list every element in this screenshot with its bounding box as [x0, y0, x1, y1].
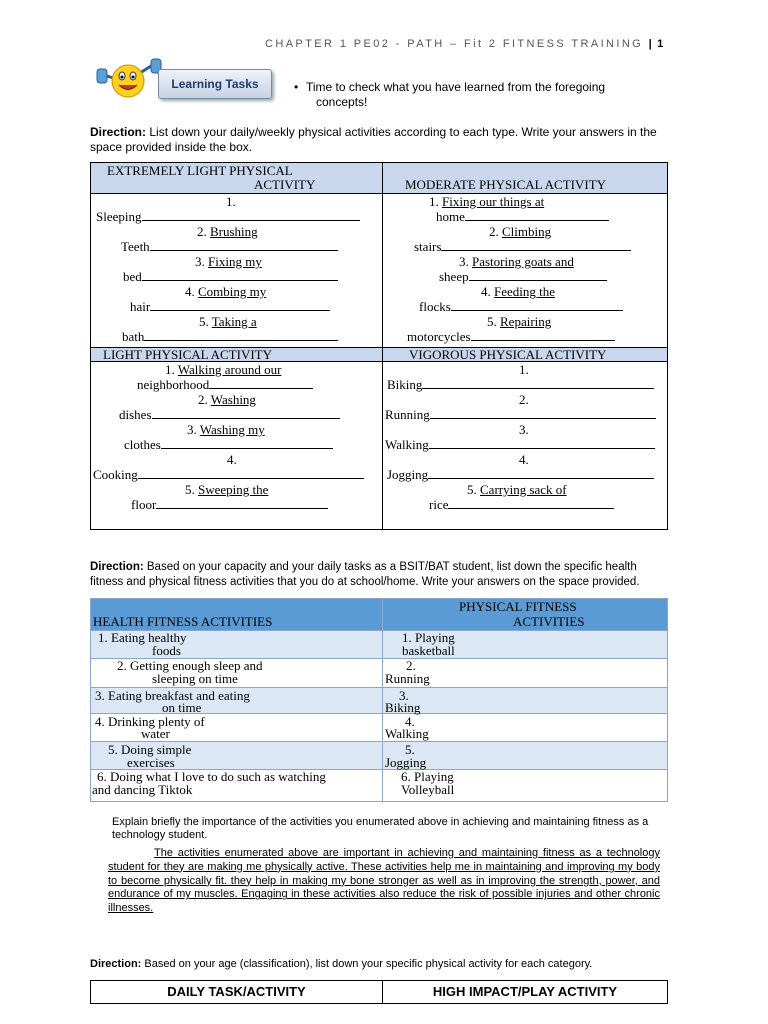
list-item: Running	[385, 407, 656, 422]
list-item: bath	[122, 329, 338, 344]
header-title: CHAPTER 1 PE02 - PATH – Fit 2 FITNESS TRAINING	[265, 38, 644, 50]
page-header	[265, 38, 663, 50]
list-item: dishes	[119, 407, 340, 422]
list-item: hair	[130, 299, 330, 314]
learning-tasks-badge	[158, 69, 272, 99]
list-item: Cooking	[93, 467, 364, 482]
list-item: motorcycles	[407, 329, 615, 344]
table-cell: 1. Playing	[402, 630, 455, 645]
age-activity-table	[90, 980, 668, 1004]
list-item: 5. Repairing	[487, 314, 552, 329]
list-item: 2.	[519, 392, 529, 407]
table-cell: 2. Getting enough sleep and	[117, 658, 263, 673]
header-daily-task: DAILY TASK/ACTIVITY	[167, 984, 306, 999]
list-item: Walking	[385, 437, 655, 452]
table-cell: basketball	[402, 643, 455, 658]
list-item: 4.	[519, 452, 529, 467]
list-item: 2. Brushing	[197, 224, 258, 239]
table-cell: 4.	[405, 714, 415, 729]
direction-1	[90, 125, 680, 155]
list-item: 3. Fixing my	[195, 254, 262, 269]
list-item: Sleeping	[96, 209, 360, 224]
header-physical: PHYSICAL FITNESS	[459, 599, 577, 614]
header-extremely-light-2: ACTIVITY	[254, 177, 316, 192]
list-item: Teeth	[121, 239, 338, 254]
list-item: clothes	[124, 437, 333, 452]
list-item: 4.	[227, 452, 237, 467]
explain-line-1: Explain briefly the importance of the activities you enumerated above in achieving and maintaining fitness as a	[112, 816, 649, 828]
explain-prompt	[112, 816, 668, 842]
list-item: flocks	[419, 299, 623, 314]
list-item: rice	[429, 497, 614, 512]
list-item: 3.	[519, 422, 529, 437]
list-item: 4. Combing my	[185, 284, 267, 299]
direction-label: Direction:	[90, 125, 147, 139]
list-item: Jogging	[387, 467, 654, 482]
header-separator: |	[648, 38, 652, 50]
table-cell: and dancing Tiktok	[92, 782, 193, 797]
table-cell: 4. Drinking plenty of	[95, 714, 205, 729]
table-cell: 3.	[399, 688, 409, 703]
activity-type-table	[90, 162, 668, 530]
direction-3	[90, 957, 680, 972]
list-item: 2. Washing	[198, 392, 256, 407]
explain-line-2: technology student.	[112, 829, 208, 841]
list-item: 1. Fixing our things at	[429, 194, 545, 209]
header-light: LIGHT PHYSICAL ACTIVITY	[103, 347, 272, 362]
direction-text-1: Based on your capacity and your daily tasks as a BSIT/BAT student, list down the specific health	[146, 561, 637, 573]
list-item: bed	[123, 269, 338, 284]
list-item: neighborhood	[137, 377, 313, 392]
learning-tasks-label: Learning Tasks	[171, 77, 259, 91]
list-item: stairs	[414, 239, 631, 254]
table-cell: Running	[385, 671, 430, 686]
page-number: 1	[657, 38, 664, 50]
direction-text-1: Based on your age (classification), list down your specific physical activity for each category.	[144, 958, 593, 970]
table-cell: 5.	[405, 742, 415, 757]
note-line-1: Time to check what you have learned from the foregoing	[306, 80, 606, 94]
list-item: 1.	[519, 362, 529, 377]
table-cell: on time	[162, 700, 202, 715]
table-cell: Biking	[385, 700, 421, 715]
direction-label: Direction:	[90, 561, 144, 573]
table-cell: 2.	[406, 658, 416, 673]
list-item: 4. Feeding the	[481, 284, 556, 299]
list-item: 1. Walking around our	[165, 362, 282, 377]
smiley-mascot-icon	[94, 55, 164, 101]
list-item: 1.	[226, 194, 236, 209]
header-extremely-light: EXTREMELY LIGHT PHYSICAL	[107, 163, 293, 178]
header-high-impact: HIGH IMPACT/PLAY ACTIVITY	[432, 984, 618, 999]
list-item: Biking	[387, 377, 654, 392]
table-cell: exercises	[127, 755, 175, 770]
table-cell: 6. Playing	[401, 769, 454, 784]
table-cell: 1. Eating healthy	[98, 630, 187, 645]
list-item: floor	[131, 497, 328, 512]
bullet: •	[294, 80, 299, 94]
list-item: sheep	[439, 269, 607, 284]
header-health: HEALTH FITNESS ACTIVITIES	[93, 614, 273, 629]
table-cell: 5. Doing simple	[108, 742, 192, 757]
table-cell: 6. Doing what I love to do such as watching	[97, 769, 326, 784]
table-cell: Volleyball	[401, 782, 455, 797]
list-item: 5. Carrying sack of	[467, 482, 567, 497]
list-item: 3. Washing my	[187, 422, 265, 437]
list-item: home	[436, 209, 609, 224]
table-cell: Walking	[385, 726, 429, 741]
header-vigorous: VIGOROUS PHYSICAL ACTIVITY	[409, 347, 607, 362]
direction-text-2: space provided inside the box.	[90, 140, 253, 154]
table-cell: sleeping on time	[152, 671, 238, 686]
list-item: 5. Taking a	[199, 314, 257, 329]
header-physical-2: ACTIVITIES	[513, 614, 585, 629]
table-cell: foods	[152, 643, 181, 658]
direction-2	[90, 560, 680, 590]
table-cell: water	[141, 726, 170, 741]
fitness-activities-table	[90, 598, 668, 802]
direction-label: Direction:	[90, 958, 142, 970]
direction-text-2: fitness and physical fitness activities that you do at school/home. Write your answers on the space provided.	[90, 576, 640, 588]
list-item: 2. Climbing	[489, 224, 552, 239]
table-cell: 3. Eating breakfast and eating	[95, 688, 250, 703]
list-item: 3. Pastoring goats and	[459, 254, 574, 269]
answer-paragraph	[108, 847, 660, 916]
list-item: 5. Sweeping the	[185, 482, 269, 497]
note-line-2: concepts!	[316, 95, 368, 109]
table-cell: Jogging	[385, 755, 427, 770]
header-moderate: MODERATE PHYSICAL ACTIVITY	[405, 177, 607, 192]
direction-text-1: List down your daily/weekly physical activities according to each type. Write your answers in the	[149, 125, 657, 139]
answer-text: The activities enumerated above are important in achieving and maintaining fitness as a technology student for they are making me physically active. These activities help me in maintaining and improving my body to become physically fit. they help in making my bone stronger as well as in improving the strength, power, and endurance of my muscles. Engaging in these activities also reduce the risk of possible injuries and other chronic illnesses.	[108, 847, 660, 915]
